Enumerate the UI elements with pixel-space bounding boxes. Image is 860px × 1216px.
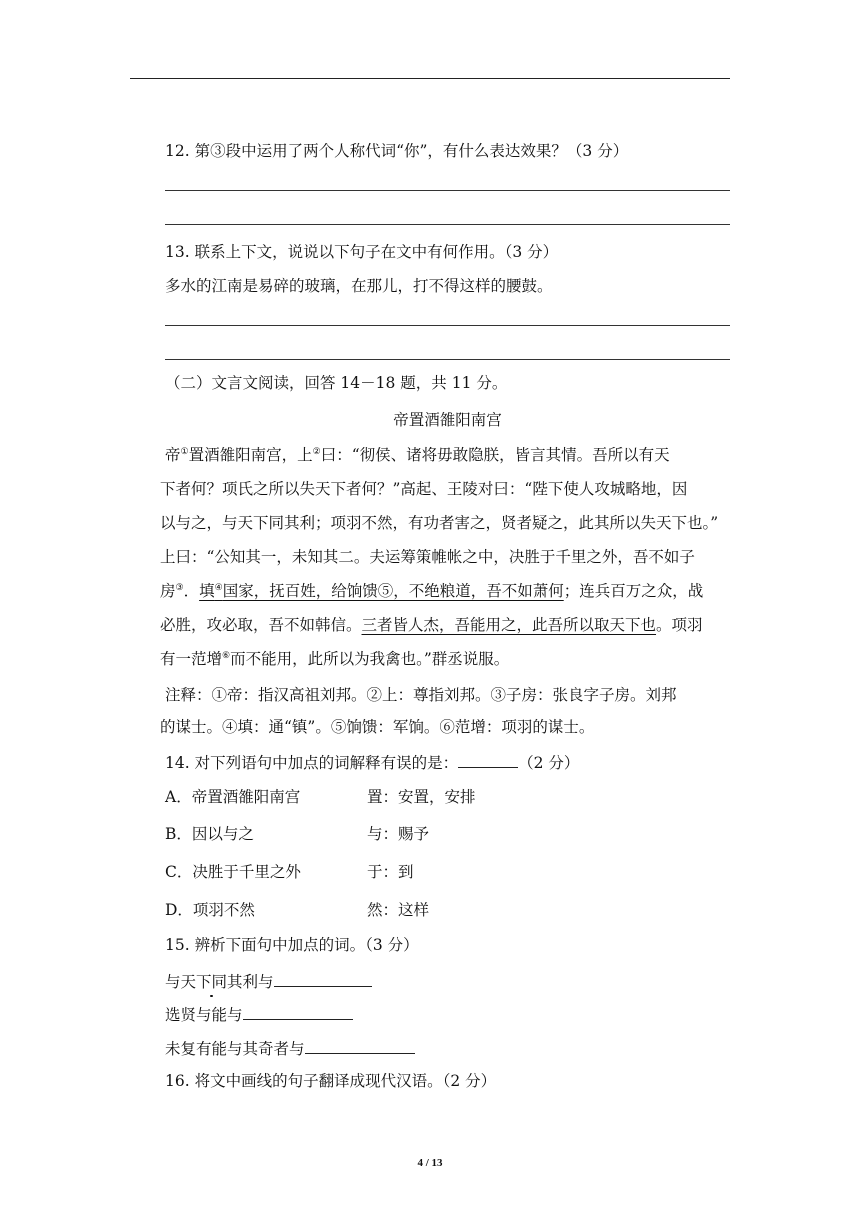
passage-line-7: 有一范增⑥而不能用，此所以为我禽也。”群丞说服。 (160, 650, 510, 668)
q15-item-2: 选贤与能与 (165, 1003, 353, 1025)
option-c-text: C．决胜于千里之外 (165, 863, 301, 881)
question-13-quote: 多水的江南是易碎的玻璃，在那儿，打不得这样的腰鼓。 (165, 277, 553, 295)
question-14: 14. 对下列语句中加点的词解释有误的是： （2 分） (165, 751, 579, 773)
answer-blank[interactable] (305, 1037, 415, 1054)
header-rule (130, 78, 730, 79)
answer-line[interactable] (165, 224, 730, 225)
q15-item-1: 与天下同其利与 (165, 970, 372, 992)
question-12: 12. 第③段中运用了两个人称代词“你”，有什么表达效果？（3 分） (165, 142, 629, 160)
dotted-text: 与天下同其利 (165, 973, 259, 991)
answer-line[interactable] (165, 325, 730, 326)
passage-line-6: 必胜，攻必取，吾不如韩信。三者皆人杰，吾能用之，此吾所以取天下也。项羽 (160, 616, 703, 634)
section-heading: （二）文言文阅读，回答 14－18 题，共 11 分。 (165, 374, 508, 392)
passage-title: 帝置酒雒阳南宫 (393, 411, 502, 429)
option-b-gloss: 与：赐予 (367, 825, 430, 843)
page-number: 4 / 13 (417, 1157, 443, 1169)
option-d-gloss: 然：这样 (367, 901, 430, 919)
answer-blank[interactable] (274, 970, 372, 987)
option-c-gloss: 于：到 (367, 863, 414, 881)
underlined-sentence: 填④国家，抚百姓，给饷馈⑤，不绝粮道，吾不如萧何 (199, 582, 564, 600)
option-a-text: A．帝置酒雒阳南宫 (165, 788, 301, 806)
question-16: 16. 将文中画线的句子翻译成现代汉语。（2 分） (165, 1072, 497, 1090)
notes-line-1: 注释：①帝：指汉高祖刘邦。②上：尊指刘邦。③子房：张良字子房。刘邦 (165, 686, 677, 704)
answer-line[interactable] (165, 359, 730, 360)
q15-item-3: 未复有能与其奇者与 (165, 1037, 415, 1059)
answer-blank[interactable] (458, 751, 518, 768)
option-b-text: B．因以与之 (165, 825, 254, 843)
answer-line[interactable] (165, 190, 730, 191)
passage-line-3: 以与之，与天下同其利；项羽不然，有功者害之，贤者疑之，此其所以失天下也。” (160, 514, 719, 532)
question-15: 15. 辨析下面句中加点的词。（3 分） (165, 936, 419, 954)
notes-line-2: 的谋士。④填：通“镇”。⑤饷馈：军饷。⑥范增：项羽的谋士。 (160, 718, 595, 736)
question-13: 13. 联系上下文，说说以下句子在文中有何作用。（3 分） (165, 243, 559, 261)
passage-line-5: 房③．填④国家，抚百姓，给饷馈⑤，不绝粮道，吾不如萧何；连兵百万之众，战 (160, 582, 704, 600)
passage-line-2: 下者何？项氏之所以失天下者何？”高起、王陵对曰：“陛下使人攻城略地，因 (160, 480, 688, 498)
passage-line-1: 帝①置酒雒阳南宫，上②曰：“彻侯、诸将毋敢隐朕，皆言其情。吾所以有天 (165, 446, 670, 464)
underlined-sentence: 三者皆人杰，吾能用之，此吾所以取天下也 (361, 616, 657, 634)
passage-line-4: 上曰：“公知其一，未知其二。夫运筹策帷帐之中，决胜于千里之外，吾不如子 (160, 548, 695, 566)
option-a-gloss: 置：安置，安排 (367, 788, 476, 806)
option-d-text: D．项羽不然 (165, 901, 255, 919)
answer-blank[interactable] (243, 1003, 353, 1020)
